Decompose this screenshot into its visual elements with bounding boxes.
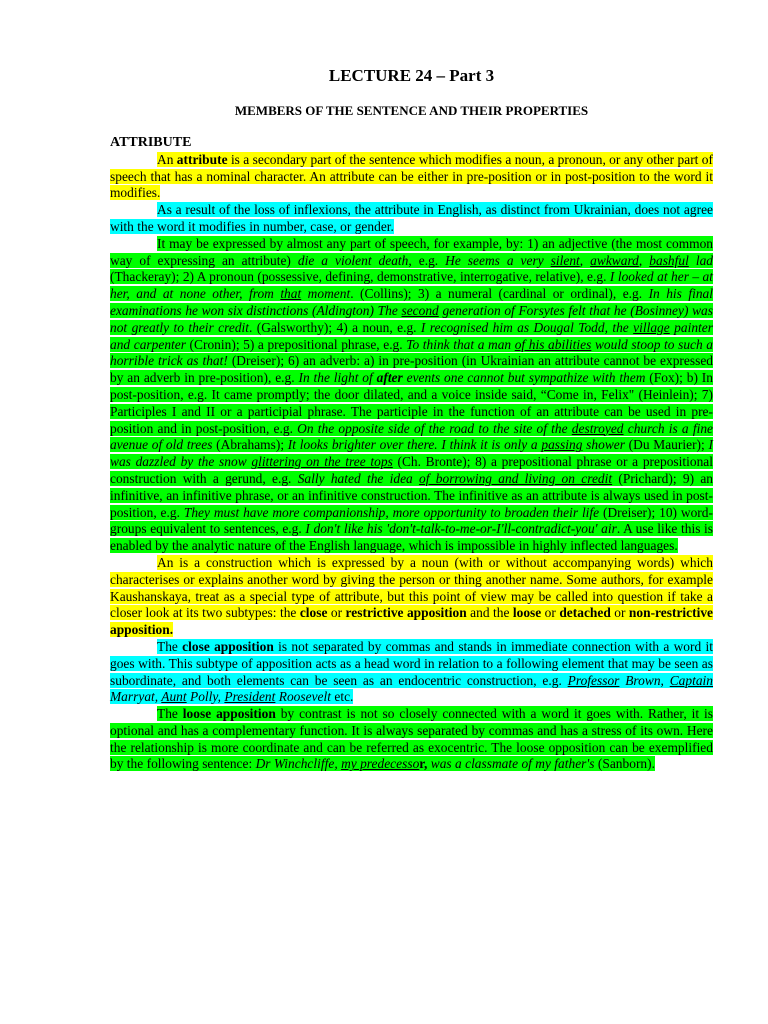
paragraph-apposition	[110, 555, 713, 639]
highlight: The loose apposition by contrast is not so closely connected with a word it goes with. Rather, it is optional and has a complementary function. It is always separated by commas and has a stress of its own. Here the relationship is more coordinate and can be referred as exocentric. The loose opposition can be exemplified by the following sentence: Dr Winchcliffe, my predecessor, was a classmate of my father's (Sanborn).	[110, 706, 713, 772]
document-page	[110, 66, 713, 773]
highlight: An attribute is a secondary part of the sentence which modifies a noun, a pronoun, or any other part of speech that has a nominal character. An attribute can be either in pre-position or in post-position to the word it modifies.	[110, 151, 714, 201]
paragraph-inflexions	[110, 202, 713, 236]
paragraph-close-apposition	[110, 639, 713, 706]
highlight: It may be expressed by almost any part of speech, for example, by: 1) an adjective (the most common way of expressing an attribute) die a violent death, e.g. He seems a very silent, awkward, bashful lad (Thackeray); 2) A pronoun (possessive, defining, demonstrative, interrogative, relative), e.g. I looked at her – at her, and at none other, from that moment. (Collins); 3) a numeral (cardinal or ordinal), e.g. In his final examinations he won six distinctions (Aldington) The second generation of Forsytes felt that he (Bosinney) was not greatly to their credit. (Galsworthy); 4) a noun, e.g. I recognised him as Dougal Todd, the village painter and carpenter (Cronin); 5) a prepositional phrase, e.g. To think that a man of his abilities would stoop to such a horrible trick as that! (Dreiser); 6) an adverb: a) in pre-position (in Ukrainian an attribute cannot be expressed by an adverb in pre-position), e.g. In the light of after events one cannot but sympathize with them (Fox); b) In post-position, e.g. It came promptly; the door dilated, and a voice inside said, “Come in, Felix" (Heinlein); 7) Participles I and II or a participial phrase. The participle in the function of an attribute can be used in pre-position and in post-position, e.g. On the opposite side of the road to the site of the destroyed church is a fine avenue of old trees (Abrahams); It looks brighter over there. I think it is only a passing shower (Du Maurier); I was dazzled by the snow glittering on the tree tops (Ch. Bronte); 8) a prepositional phrase or a prepositional construction with a gerund, e.g. Sally hated the idea of borrowing and living on credit (Prichard); 9) an infinitive, an infinitive phrase, or an infinitive construction. The infinitive as an attribute is always used in post-position, e.g. They must have more companionship, more opportunity to broaden their life (Dreiser); 10) word-groups equivalent to sentences, e.g. I don't like his 'don't-talk-to-me-or-I'll-contradict-you' air. A use like this is enabled by the analytic nature of the English language, which is impossible in highly inflected languages.	[110, 235, 714, 554]
lecture-subtitle: MEMBERS OF THE SENTENCE AND THEIR PROPERTIES	[234, 103, 589, 118]
paragraph-loose-apposition	[110, 706, 713, 773]
highlight: An is a construction which is expressed by a noun (with or without accompanying words) which characterises or explains another word by giving the person or thing another name. Some authors, for example Kaushanskaya, treat as a special type of attribute, but this point of view may be called into question if take a closer look at its two subtypes: the close or restrictive apposition and the loose or detached or non-restrictive apposition.	[110, 554, 714, 638]
lecture-title: LECTURE 24 – Part 3	[328, 66, 495, 85]
paragraph-expression-ways	[110, 236, 713, 555]
section-heading: ATTRIBUTE	[110, 135, 192, 150]
paragraph-attribute-definition	[110, 152, 713, 202]
highlight: The close apposition is not separated by commas and stands in immediate connection with a word it goes with. This subtype of apposition acts as a head word in relation to a following element that may be seen as subordinate, and both elements can be seen as an endocentric construction, e.g. Professor Brown, Captain Marryat, Aunt Polly, President Roosevelt etc.	[110, 638, 714, 705]
highlight: As a result of the loss of inflexions, the attribute in English, as distinct from Ukrainian, does not agree with the word it modifies in number, case, or gender.	[110, 202, 713, 234]
